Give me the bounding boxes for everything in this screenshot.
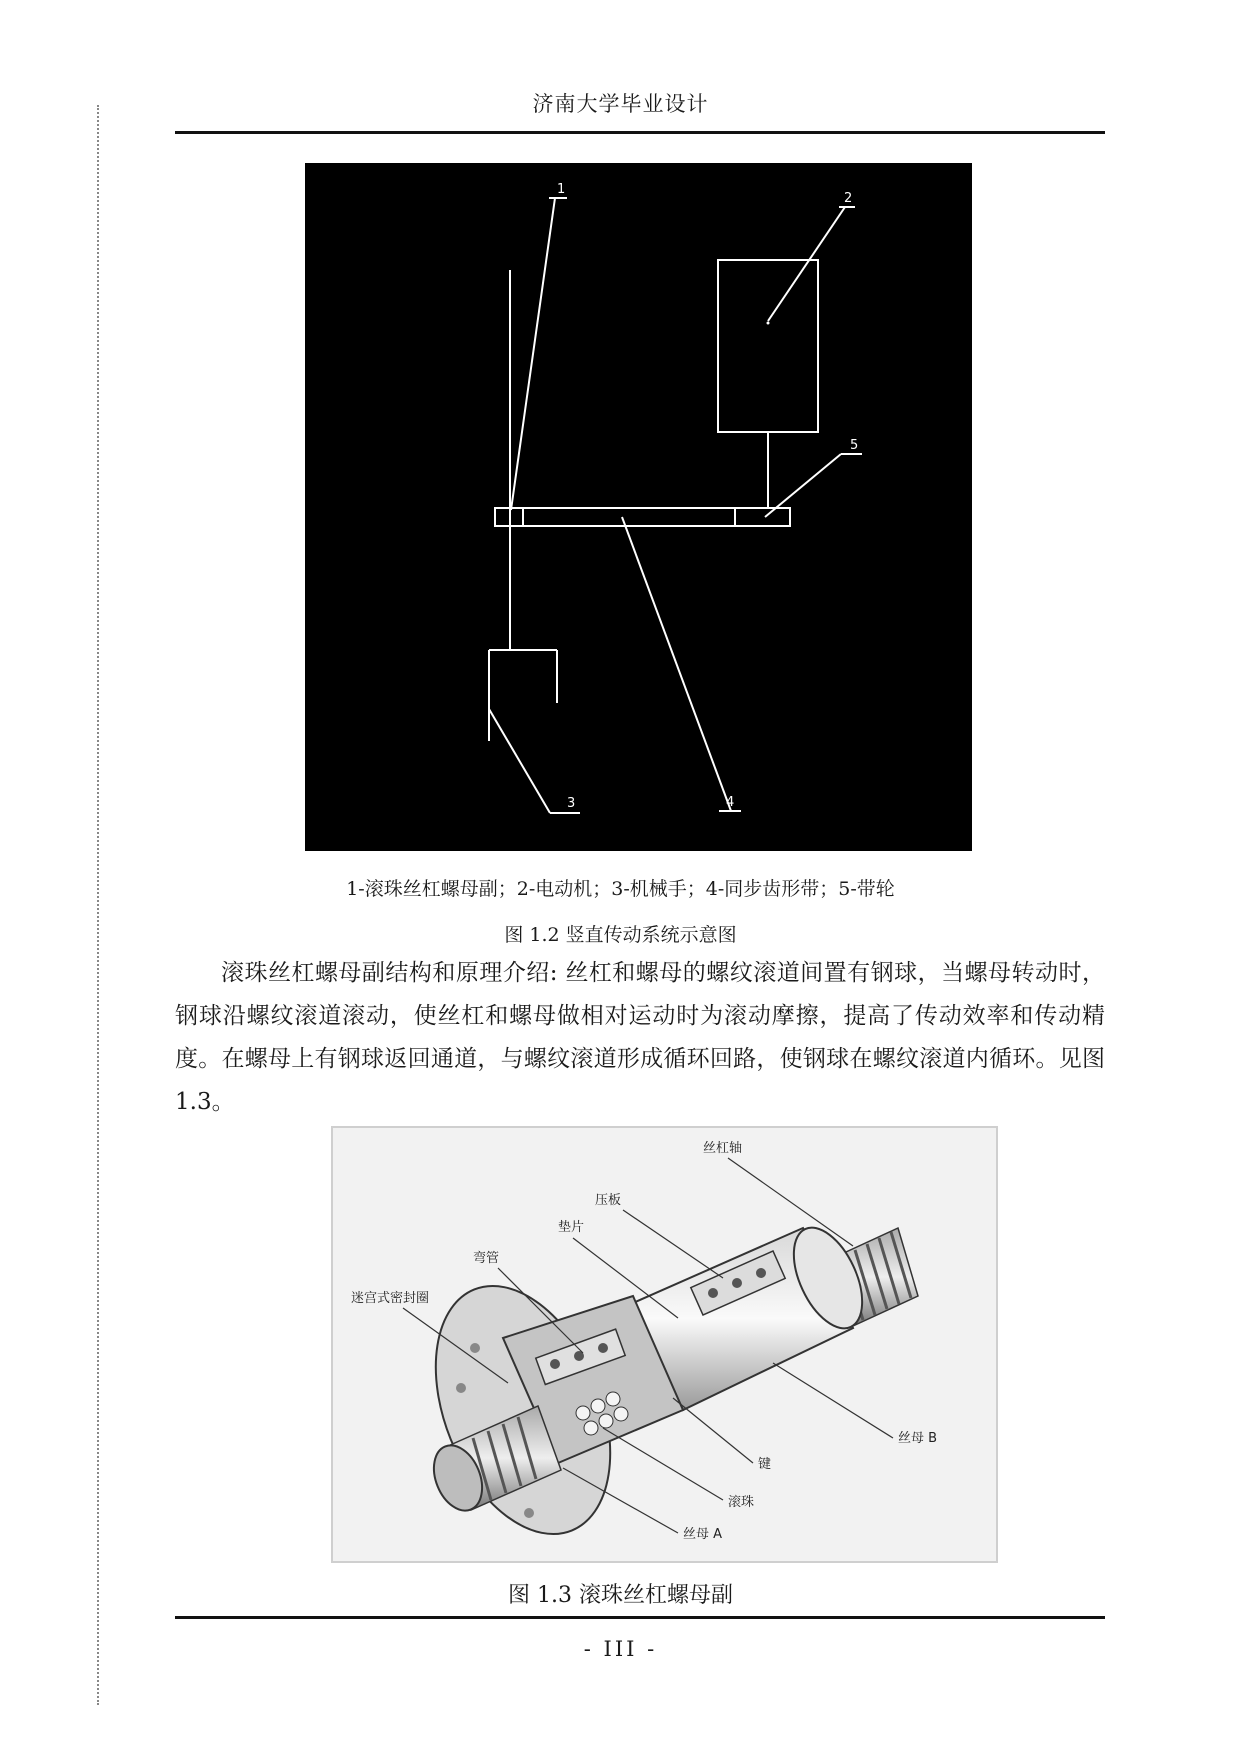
callout-3: 3 (567, 796, 576, 811)
callout-4: 4 (726, 795, 735, 810)
label-pressure-plate: 压板 (595, 1193, 622, 1208)
figure-ball-screw (331, 1126, 998, 1563)
label-screw-shaft: 丝杠轴 (703, 1141, 743, 1156)
label-key: 键 (758, 1457, 772, 1472)
ball-screw-illustration (333, 1128, 996, 1561)
belt-rect (495, 508, 790, 526)
running-header: 济南大学毕业设计 (532, 92, 709, 116)
figure-1-2-legend: 1-滚珠丝杠螺母副；2-电动机；3-机械手；4-同步齿形带；5-带轮 (346, 878, 895, 900)
binding-margin-dots (97, 105, 99, 1705)
figure-vertical-transmission (305, 163, 972, 851)
motor-rect (718, 260, 818, 432)
label-labyrinth-seal: 迷宫式密封圈 (351, 1291, 430, 1306)
callout-1: 1 (557, 182, 566, 197)
label-nut-b: 丝母 B (898, 1431, 938, 1446)
page-number: - III - (583, 1637, 658, 1661)
label-nut-a: 丝母 A (683, 1527, 723, 1542)
label-bend-tube: 弯管 (473, 1251, 500, 1266)
callout-2: 2 (844, 191, 853, 206)
footer-rule (175, 1616, 1105, 1619)
transmission-diagram (305, 163, 972, 851)
label-gasket: 垫片 (558, 1220, 585, 1235)
figure-1-2-caption: 图 1.2 竖直传动系统示意图 (504, 924, 737, 946)
label-ball: 滚珠 (728, 1495, 755, 1510)
figure-1-3-caption: 图 1.3 滚珠丝杠螺母副 (508, 1583, 733, 1608)
header-rule (175, 131, 1105, 134)
body-paragraph: 滚珠丝杠螺母副结构和原理介绍: 丝杠和螺母的螺纹滚道间置有钢球，当螺母转动时，钢球沿螺纹滚道滚动，使丝杠和螺母做相对运动时为滚动摩擦，提高了传动效率和传动精度。在螺母上有钢球返回通道，与螺纹滚道形成循环回路，使钢球在螺纹滚道内循环。见图 1.3。 (175, 960, 1105, 1115)
callout-5: 5 (850, 438, 859, 453)
